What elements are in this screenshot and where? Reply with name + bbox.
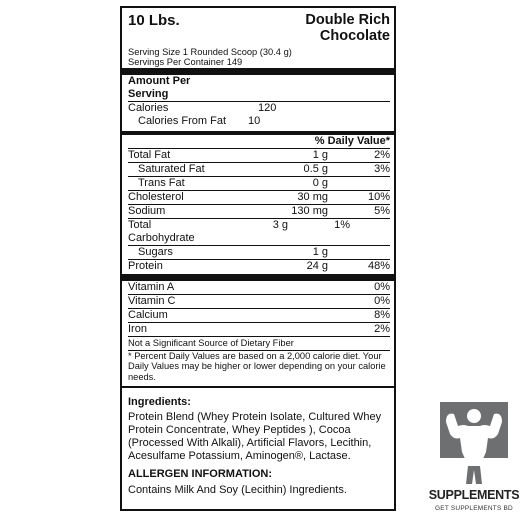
nutrient-amount: 1 g [312, 149, 328, 161]
nutrient-name: Calories From Fat [138, 115, 227, 127]
footnotes [128, 336, 390, 382]
nutrient-amount: 1 g [312, 246, 328, 258]
nutrient-daily-value [328, 177, 390, 190]
nutrient-row-calories [128, 101, 390, 115]
nutrition-facts-label [120, 6, 396, 511]
allergen-text: Contains Milk And Soy (Lecithin) Ingredients. [128, 484, 347, 496]
nutrient-name: Total Carbohydrate [128, 219, 195, 244]
nutrient-name: Cholesterol [128, 191, 184, 203]
nutrient-row [128, 259, 390, 273]
nutrient-amount: 0.5 g [303, 163, 328, 175]
brand-logo [426, 400, 522, 519]
nutrient-daily-value: 1% [334, 219, 350, 231]
divider-medium [122, 386, 394, 388]
nutrient-row [128, 176, 390, 190]
nutrient-amount: 3 g [272, 219, 288, 231]
vitamin-daily-value: 0% [374, 281, 390, 293]
daily-value-note: * Percent Daily Values are based on a 2,000 calorie diet. Your Daily Values may be higher or lower depending on your calorie needs. [128, 350, 390, 383]
vitamin-list [128, 281, 390, 336]
nutrient-amount: 24 g [306, 260, 328, 272]
nutrient-row [128, 148, 390, 162]
flavor-name: Double Rich Chocolate [305, 12, 390, 44]
container-size: 10 Lbs. [128, 12, 180, 29]
nutrient-name: Trans Fat [138, 177, 185, 189]
bodybuilder-icon [432, 400, 516, 486]
vitamin-daily-value: 2% [374, 323, 390, 335]
nutrient-name: Protein [128, 260, 163, 272]
nutrient-name: Calories [128, 102, 169, 114]
nutrient-name: Sugars [138, 246, 173, 258]
allergen-section [128, 468, 390, 497]
brand-name: SUPPLEMENTS [428, 488, 520, 502]
nutrient-row-calories-from-fat [128, 115, 390, 128]
nutrient-daily-value: 3% [374, 163, 390, 175]
nutrient-amount: 10 [248, 115, 261, 127]
nutrient-amount: 120 [258, 102, 277, 114]
nutrient-name: Sodium [128, 205, 166, 217]
ingredients-text: Protein Blend (Whey Protein Isolate, Cultured Whey Protein Concentrate, Whey Peptides ), Cocoa (Processed With Alkali), Artificial Flavors, Lecithin, Acesulfame Potassium, Aminogen®, Lactase. [128, 411, 382, 462]
nutrient-row [128, 190, 390, 204]
vitamin-row [128, 281, 390, 294]
servings-per-container: Servings Per Container 149 [128, 56, 243, 67]
nutrient-row [128, 218, 390, 245]
nutrient-row [128, 204, 390, 218]
nutrient-daily-value: 5% [374, 205, 390, 217]
nutrient-row [128, 162, 390, 176]
nutrient-daily-value: 2% [374, 149, 390, 161]
fiber-note: Not a Significant Source of Dietary Fiber [128, 338, 294, 348]
nutrient-list [128, 148, 390, 273]
label-header [128, 8, 390, 48]
nutrient-daily-value [328, 246, 390, 259]
vitamin-row [128, 322, 390, 336]
nutrient-amount: 130 mg [291, 205, 328, 217]
nutrient-name: Total Fat [128, 149, 171, 161]
divider-thick [122, 68, 394, 75]
serving-size: Serving Size 1 Rounded Scoop (30.4 g) [128, 47, 292, 57]
nutrient-daily-value: 48% [367, 260, 390, 272]
vitamin-daily-value: 8% [374, 309, 390, 321]
nutrient-amount: 0 g [312, 177, 328, 189]
vitamin-daily-value: 0% [374, 295, 390, 307]
vitamin-row [128, 294, 390, 308]
amount-per-serving: Amount Per Serving [128, 75, 191, 100]
ingredients-title: Ingredients: [128, 396, 191, 408]
vitamin-name: Vitamin C [128, 295, 176, 307]
nutrient-daily-value: 10% [367, 191, 390, 203]
nutrient-row [128, 245, 390, 259]
vitamin-name: Vitamin A [128, 281, 175, 293]
allergen-title: ALLERGEN INFORMATION: [128, 468, 273, 480]
vitamin-name: Iron [128, 323, 147, 335]
ingredients-section [128, 396, 390, 463]
nutrient-amount: 30 mg [297, 191, 328, 203]
vitamin-name: Calcium [128, 309, 168, 321]
nutrient-name: Saturated Fat [138, 163, 205, 175]
daily-value-header: % Daily Value* [314, 135, 390, 147]
brand-tagline: GET SUPPLEMENTS BD [435, 505, 513, 512]
divider-thick [122, 274, 394, 281]
vitamin-row [128, 308, 390, 322]
